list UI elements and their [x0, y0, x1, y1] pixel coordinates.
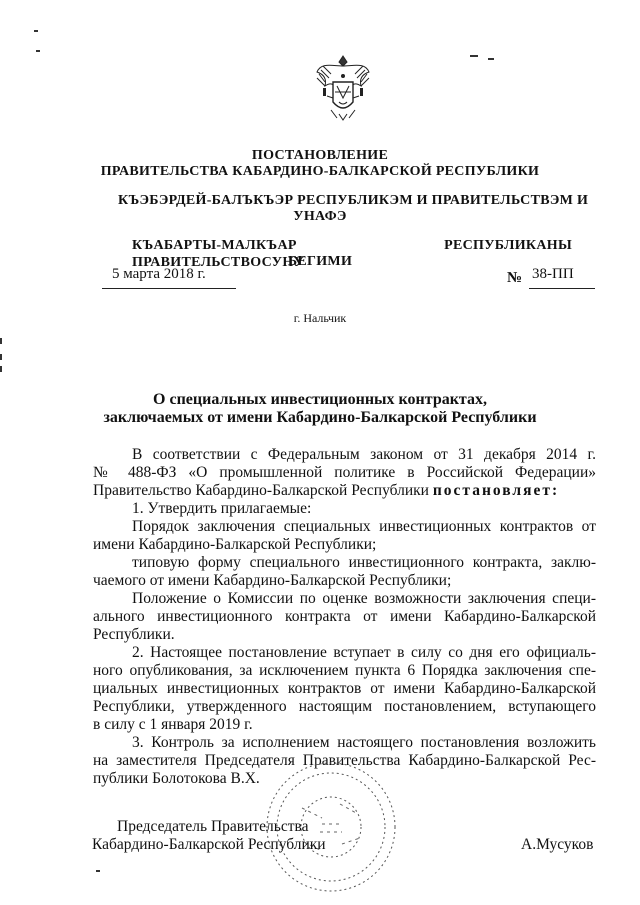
scan-speck — [0, 366, 2, 372]
body-line: Республики, утвержденного настоящим постановлением, вступающего — [93, 698, 596, 715]
number-sign: № — [507, 270, 523, 286]
scan-speck — [470, 55, 478, 57]
decree-word: постановляет: — [432, 482, 560, 499]
body-line: Положение о Комиссии по оценке возможности заключения специ- — [132, 590, 596, 607]
city-name: г. Нальчик — [293, 311, 347, 325]
body-line: № 488-ФЗ «О промышленной политике в Российской Федерации» — [93, 464, 596, 481]
scan-speck — [34, 30, 38, 32]
body-line: ного опубликования, за исключением пункта 6 Порядка заключения спе- — [93, 662, 596, 679]
signatory-position-line2: Кабардино-Балкарской Республики — [92, 836, 326, 853]
body-text: Правительство Кабардино-Балкарской Республики — [93, 482, 433, 499]
body-line: циальных инвестиционных контрактов от имени Кабардино-Балкарской — [93, 680, 596, 697]
resolution-heading-ru: ПОСТАНОВЛЕНИЕ — [251, 148, 389, 163]
body-line: В соответствии с Федеральным законом от 31 декабря 2014 г. — [132, 446, 596, 463]
signatory-name: А.Мусуков — [521, 836, 594, 853]
body-line — [93, 482, 559, 500]
document-number: 38-ПП — [532, 266, 574, 282]
scan-speck — [0, 354, 2, 360]
scan-speck — [0, 338, 2, 344]
body-line: 2. Настоящее постановление вступает в силу со дня его официаль- — [132, 644, 596, 661]
government-name-ru: ПРАВИТЕЛЬСТВА КАБАРДИНО-БАЛКАРСКОЙ РЕСПУБЛИКИ — [100, 164, 540, 179]
body-line: в силу с 1 января 2019 г. — [93, 716, 253, 733]
document-title-line1: О специальных инвестиционных контрактах, — [153, 391, 487, 408]
body-line: 1. Утвердить прилагаемые: — [132, 500, 312, 517]
body-line: публики Болотокова В.Х. — [93, 770, 260, 787]
body-line: типовую форму специального инвестиционного контракта, заклю- — [132, 554, 596, 571]
scan-speck — [96, 870, 100, 872]
body-line: имени Кабардино-Балкарской Республики; — [93, 536, 377, 553]
signatory-position-line1: Председатель Правительства — [117, 818, 309, 835]
scan-speck — [488, 58, 494, 60]
scan-speck — [36, 50, 40, 52]
document-title-line2: заключаемых от имени Кабардино-Балкарской Республики — [103, 409, 537, 426]
document-date: 5 марта 2018 г. — [112, 266, 206, 282]
body-line: чаемого от имени Кабардино-Балкарской Республики; — [93, 572, 452, 589]
body-line: ального инвестиционного контракта от имени Кабардино-Балкарской — [93, 608, 596, 625]
body-line: Республики. — [93, 626, 175, 643]
heading-kabardian-line1: КЪЭБЭРДЕЙ-БАЛЪКЪЭР РЕСПУБЛИКЭМ И ПРАВИТЕЛЬСТВЭМ И — [118, 193, 589, 208]
coat-of-arms-emblem — [313, 52, 373, 122]
body-line: на заместителя Председателя Правительства Кабардино-Балкарской Рес- — [93, 752, 596, 769]
body-line: 3. Контроль за исполнением настоящего постановления возложить — [132, 734, 596, 751]
number-underline — [529, 288, 595, 289]
heading-balkar-line2: БЕГИМИ — [287, 254, 353, 269]
date-underline — [102, 288, 236, 289]
body-line: Порядок заключения специальных инвестиционных контрактов от — [132, 518, 596, 535]
heading-balkar-line1: КЪАБАРТЫ-МАЛКЪАР РЕСПУБЛИКАНЫ ПРАВИТЕЛЬСТВОСУНУ — [132, 238, 572, 270]
heading-kabardian-line2: УНАФЭ — [293, 209, 347, 224]
